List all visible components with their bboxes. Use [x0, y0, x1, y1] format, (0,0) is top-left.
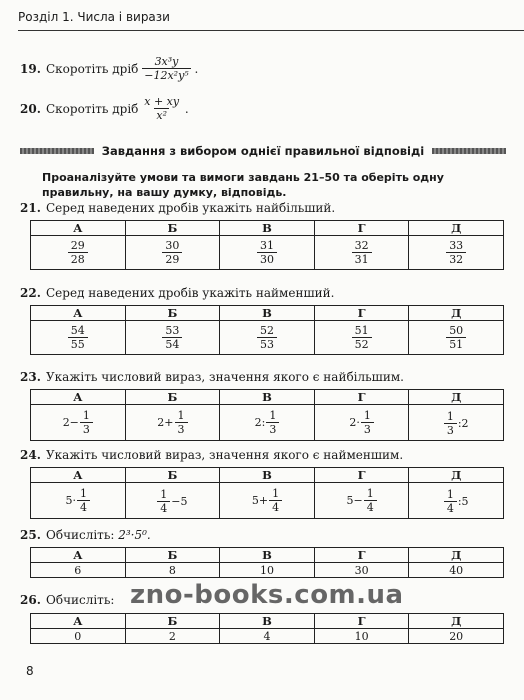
- option-cell: [314, 405, 409, 441]
- fraction: [444, 411, 457, 436]
- numerator: 32: [354, 239, 369, 252]
- task-text: Укажіть числовий вираз, значення якого є найменшим.: [46, 448, 404, 462]
- options-row: [31, 321, 504, 355]
- options-row: [31, 629, 504, 644]
- denominator: 3: [175, 422, 188, 435]
- table-header-row: [31, 468, 504, 483]
- options-row: [31, 405, 504, 441]
- task-23: [20, 370, 404, 384]
- denominator: 3: [361, 422, 374, 435]
- denominator: 4: [157, 501, 170, 514]
- task-text: Скоротіть дріб: [46, 61, 139, 76]
- option-b-header: Б: [125, 390, 220, 405]
- expression-suffix: −5: [171, 494, 188, 508]
- option-value: 40: [409, 563, 504, 578]
- expression-prefix: 5+: [251, 494, 269, 507]
- denominator: 3: [80, 422, 93, 435]
- option-c-header: В: [220, 306, 315, 321]
- expression: [444, 411, 469, 436]
- fraction: [142, 96, 181, 121]
- numerator: 54: [70, 324, 85, 337]
- option-cell: [125, 321, 220, 355]
- option-b-header: Б: [125, 548, 220, 563]
- answer-table-22: [30, 305, 504, 355]
- option-d-header: Г: [314, 390, 409, 405]
- numerator: 3x³y: [154, 55, 179, 68]
- denominator: 32: [446, 252, 466, 265]
- expression: [157, 410, 187, 435]
- numerator: 33: [449, 239, 464, 252]
- option-cell: [125, 405, 220, 441]
- task-number: 25.: [20, 528, 41, 542]
- expression: [349, 410, 374, 435]
- watermark: zno-books.com.ua: [130, 580, 404, 610]
- task-24: [20, 448, 403, 462]
- option-e-header: Д: [409, 221, 504, 236]
- option-value: 6: [31, 563, 126, 578]
- option-cell: [409, 483, 504, 519]
- table-header-row: [31, 614, 504, 629]
- option-d-header: Г: [314, 548, 409, 563]
- option-cell: [314, 483, 409, 519]
- denominator: 29: [162, 252, 182, 265]
- task-text: Серед наведених дробів укажіть найменший.: [46, 286, 335, 300]
- option-cell: [220, 236, 315, 270]
- numerator: 31: [259, 239, 274, 252]
- denominator: 54: [162, 337, 182, 350]
- expression: [444, 489, 469, 514]
- numerator: 1: [272, 487, 280, 500]
- option-cell: [409, 321, 504, 355]
- options-row: [31, 563, 504, 578]
- numerator: 1: [363, 409, 371, 422]
- expression-prefix: 2·: [349, 416, 360, 429]
- option-b-header: Б: [125, 306, 220, 321]
- option-a-header: А: [31, 548, 126, 563]
- table-header-row: [31, 221, 504, 236]
- task-number: 22.: [20, 286, 41, 300]
- option-cell: [314, 236, 409, 270]
- fraction: [446, 325, 466, 350]
- numerator: 52: [259, 324, 274, 337]
- denominator: x²: [156, 109, 167, 122]
- option-value: 30: [314, 563, 409, 578]
- numerator: 1: [82, 409, 90, 422]
- options-row: [31, 483, 504, 519]
- page-header: Розділ 1. Числа і вирази: [18, 10, 170, 24]
- answer-table-25: [30, 547, 504, 578]
- option-b-header: Б: [125, 221, 220, 236]
- option-c-header: В: [220, 390, 315, 405]
- task-number: 21.: [20, 201, 41, 215]
- option-cell: [220, 483, 315, 519]
- task-number: 20.: [20, 101, 41, 116]
- fraction: [266, 410, 279, 435]
- option-b-header: Б: [125, 468, 220, 483]
- option-value: 0: [31, 629, 126, 644]
- option-cell: [31, 236, 126, 270]
- option-cell: [125, 236, 220, 270]
- expression: [255, 410, 280, 435]
- task-25: [20, 528, 151, 542]
- option-a-header: А: [31, 221, 126, 236]
- numerator: 51: [354, 324, 369, 337]
- option-cell: [220, 321, 315, 355]
- option-c-header: В: [220, 614, 315, 629]
- option-c-header: В: [220, 468, 315, 483]
- option-b-header: Б: [125, 614, 220, 629]
- denominator: 31: [352, 252, 372, 265]
- numerator: 1: [80, 487, 88, 500]
- answer-table-23: [30, 389, 504, 441]
- numerator: 1: [366, 487, 374, 500]
- section-heading: [20, 144, 506, 158]
- option-e-header: Д: [409, 306, 504, 321]
- task-21: [20, 201, 335, 215]
- option-e-header: Д: [409, 390, 504, 405]
- numerator: 1: [160, 487, 168, 501]
- denominator: −12x²y⁵: [144, 69, 189, 82]
- expression: [157, 489, 187, 514]
- expression-prefix: 2:: [254, 416, 266, 429]
- denominator: 4: [364, 500, 377, 513]
- task-19: [20, 56, 198, 81]
- option-cell: [31, 483, 126, 519]
- task-text: Обчисліть:: [46, 593, 115, 607]
- fraction: [257, 325, 277, 350]
- task-26: [20, 593, 114, 607]
- fraction: [68, 240, 88, 265]
- numerator: 1: [177, 409, 185, 422]
- fraction: [68, 325, 88, 350]
- option-cell: [409, 236, 504, 270]
- fraction: [257, 240, 277, 265]
- option-e-header: Д: [409, 548, 504, 563]
- option-a-header: А: [31, 468, 126, 483]
- fraction: [80, 410, 93, 435]
- expression-prefix: 2+: [157, 416, 174, 429]
- section-bar-right: [432, 148, 506, 154]
- denominator: 28: [68, 252, 88, 265]
- task-number: 24.: [20, 448, 41, 462]
- option-cell: [220, 405, 315, 441]
- fraction: [269, 488, 282, 513]
- task-text: Обчисліть:: [46, 528, 115, 542]
- option-value: 8: [125, 563, 220, 578]
- option-cell: [409, 405, 504, 441]
- fraction: [352, 240, 372, 265]
- answer-table-21: [30, 220, 504, 270]
- fraction: [364, 488, 377, 513]
- denominator: 4: [77, 500, 90, 513]
- fraction: [444, 489, 457, 514]
- expression: [346, 488, 376, 513]
- option-value: 10: [314, 629, 409, 644]
- expression: [66, 488, 91, 513]
- fraction: [77, 488, 90, 513]
- numerator: 30: [165, 239, 180, 252]
- fraction: [162, 240, 182, 265]
- section-bar-left: [20, 148, 94, 154]
- numerator: 53: [165, 324, 180, 337]
- option-e-header: Д: [409, 614, 504, 629]
- fraction: [175, 410, 188, 435]
- option-d-header: Г: [314, 468, 409, 483]
- denominator: 55: [68, 337, 88, 350]
- numerator: x + xy: [144, 95, 180, 108]
- denominator: 51: [446, 337, 466, 350]
- task-number: 26.: [20, 593, 41, 607]
- numerator: 29: [70, 239, 85, 252]
- option-a-header: А: [31, 390, 126, 405]
- numerator: 1: [269, 409, 277, 422]
- denominator: 3: [266, 422, 279, 435]
- task-number: 19.: [20, 61, 41, 76]
- fraction: [142, 56, 190, 81]
- fraction: [361, 410, 374, 435]
- option-value: 10: [220, 563, 315, 578]
- instructions: Проаналізуйте умови та вимоги завдань 21–50 та оберіть одну правильну, на вашу думку, відповідь.: [42, 171, 444, 199]
- fraction: [446, 240, 466, 265]
- task-number: 23.: [20, 370, 41, 384]
- denominator: 4: [269, 500, 282, 513]
- option-d-header: Г: [314, 221, 409, 236]
- option-value: 4: [220, 629, 315, 644]
- numerator: 1: [446, 487, 454, 501]
- numerator: 50: [449, 324, 464, 337]
- table-header-row: [31, 548, 504, 563]
- option-d-header: Г: [314, 306, 409, 321]
- option-a-header: А: [31, 306, 126, 321]
- answer-table-26: [30, 613, 504, 644]
- denominator: 3: [444, 423, 457, 436]
- task-tail: .: [194, 61, 199, 76]
- fraction: [157, 489, 170, 514]
- task-text: Серед наведених дробів укажіть найбільший.: [46, 201, 336, 215]
- expression-prefix: 2−: [62, 416, 79, 429]
- answer-table-24: [30, 467, 504, 519]
- option-c-header: В: [220, 221, 315, 236]
- task-text: Укажіть числовий вираз, значення якого є найбільшим.: [46, 370, 404, 384]
- task-22: [20, 286, 334, 300]
- task-text: Скоротіть дріб: [46, 101, 139, 116]
- expression: [252, 488, 282, 513]
- page-number: 8: [26, 664, 34, 678]
- task-tail: .: [184, 101, 189, 116]
- task-expression: 2³·5⁰.: [118, 528, 151, 542]
- option-a-header: А: [31, 614, 126, 629]
- table-header-row: [31, 306, 504, 321]
- denominator: 4: [444, 501, 457, 514]
- table-header-row: [31, 390, 504, 405]
- option-cell: [314, 321, 409, 355]
- expression: [63, 410, 93, 435]
- denominator: 30: [257, 252, 277, 265]
- task-20: [20, 96, 189, 121]
- options-row: [31, 236, 504, 270]
- option-e-header: Д: [409, 468, 504, 483]
- denominator: 52: [352, 337, 372, 350]
- section-title: Завдання з вибором однієї правильної відповіді: [101, 144, 425, 158]
- option-value: 2: [125, 629, 220, 644]
- expression-prefix: 5−: [346, 494, 363, 507]
- option-d-header: Г: [314, 614, 409, 629]
- option-cell: [125, 483, 220, 519]
- option-cell: [31, 321, 126, 355]
- expression-suffix: :5: [457, 494, 469, 508]
- fraction: [352, 325, 372, 350]
- option-cell: [31, 405, 126, 441]
- option-c-header: В: [220, 548, 315, 563]
- fraction: [162, 325, 182, 350]
- numerator: 1: [446, 409, 454, 423]
- expression-prefix: 5·: [65, 494, 77, 507]
- header-rule: [18, 30, 524, 31]
- denominator: 53: [257, 337, 277, 350]
- option-value: 20: [409, 629, 504, 644]
- expression-suffix: :2: [457, 416, 469, 430]
